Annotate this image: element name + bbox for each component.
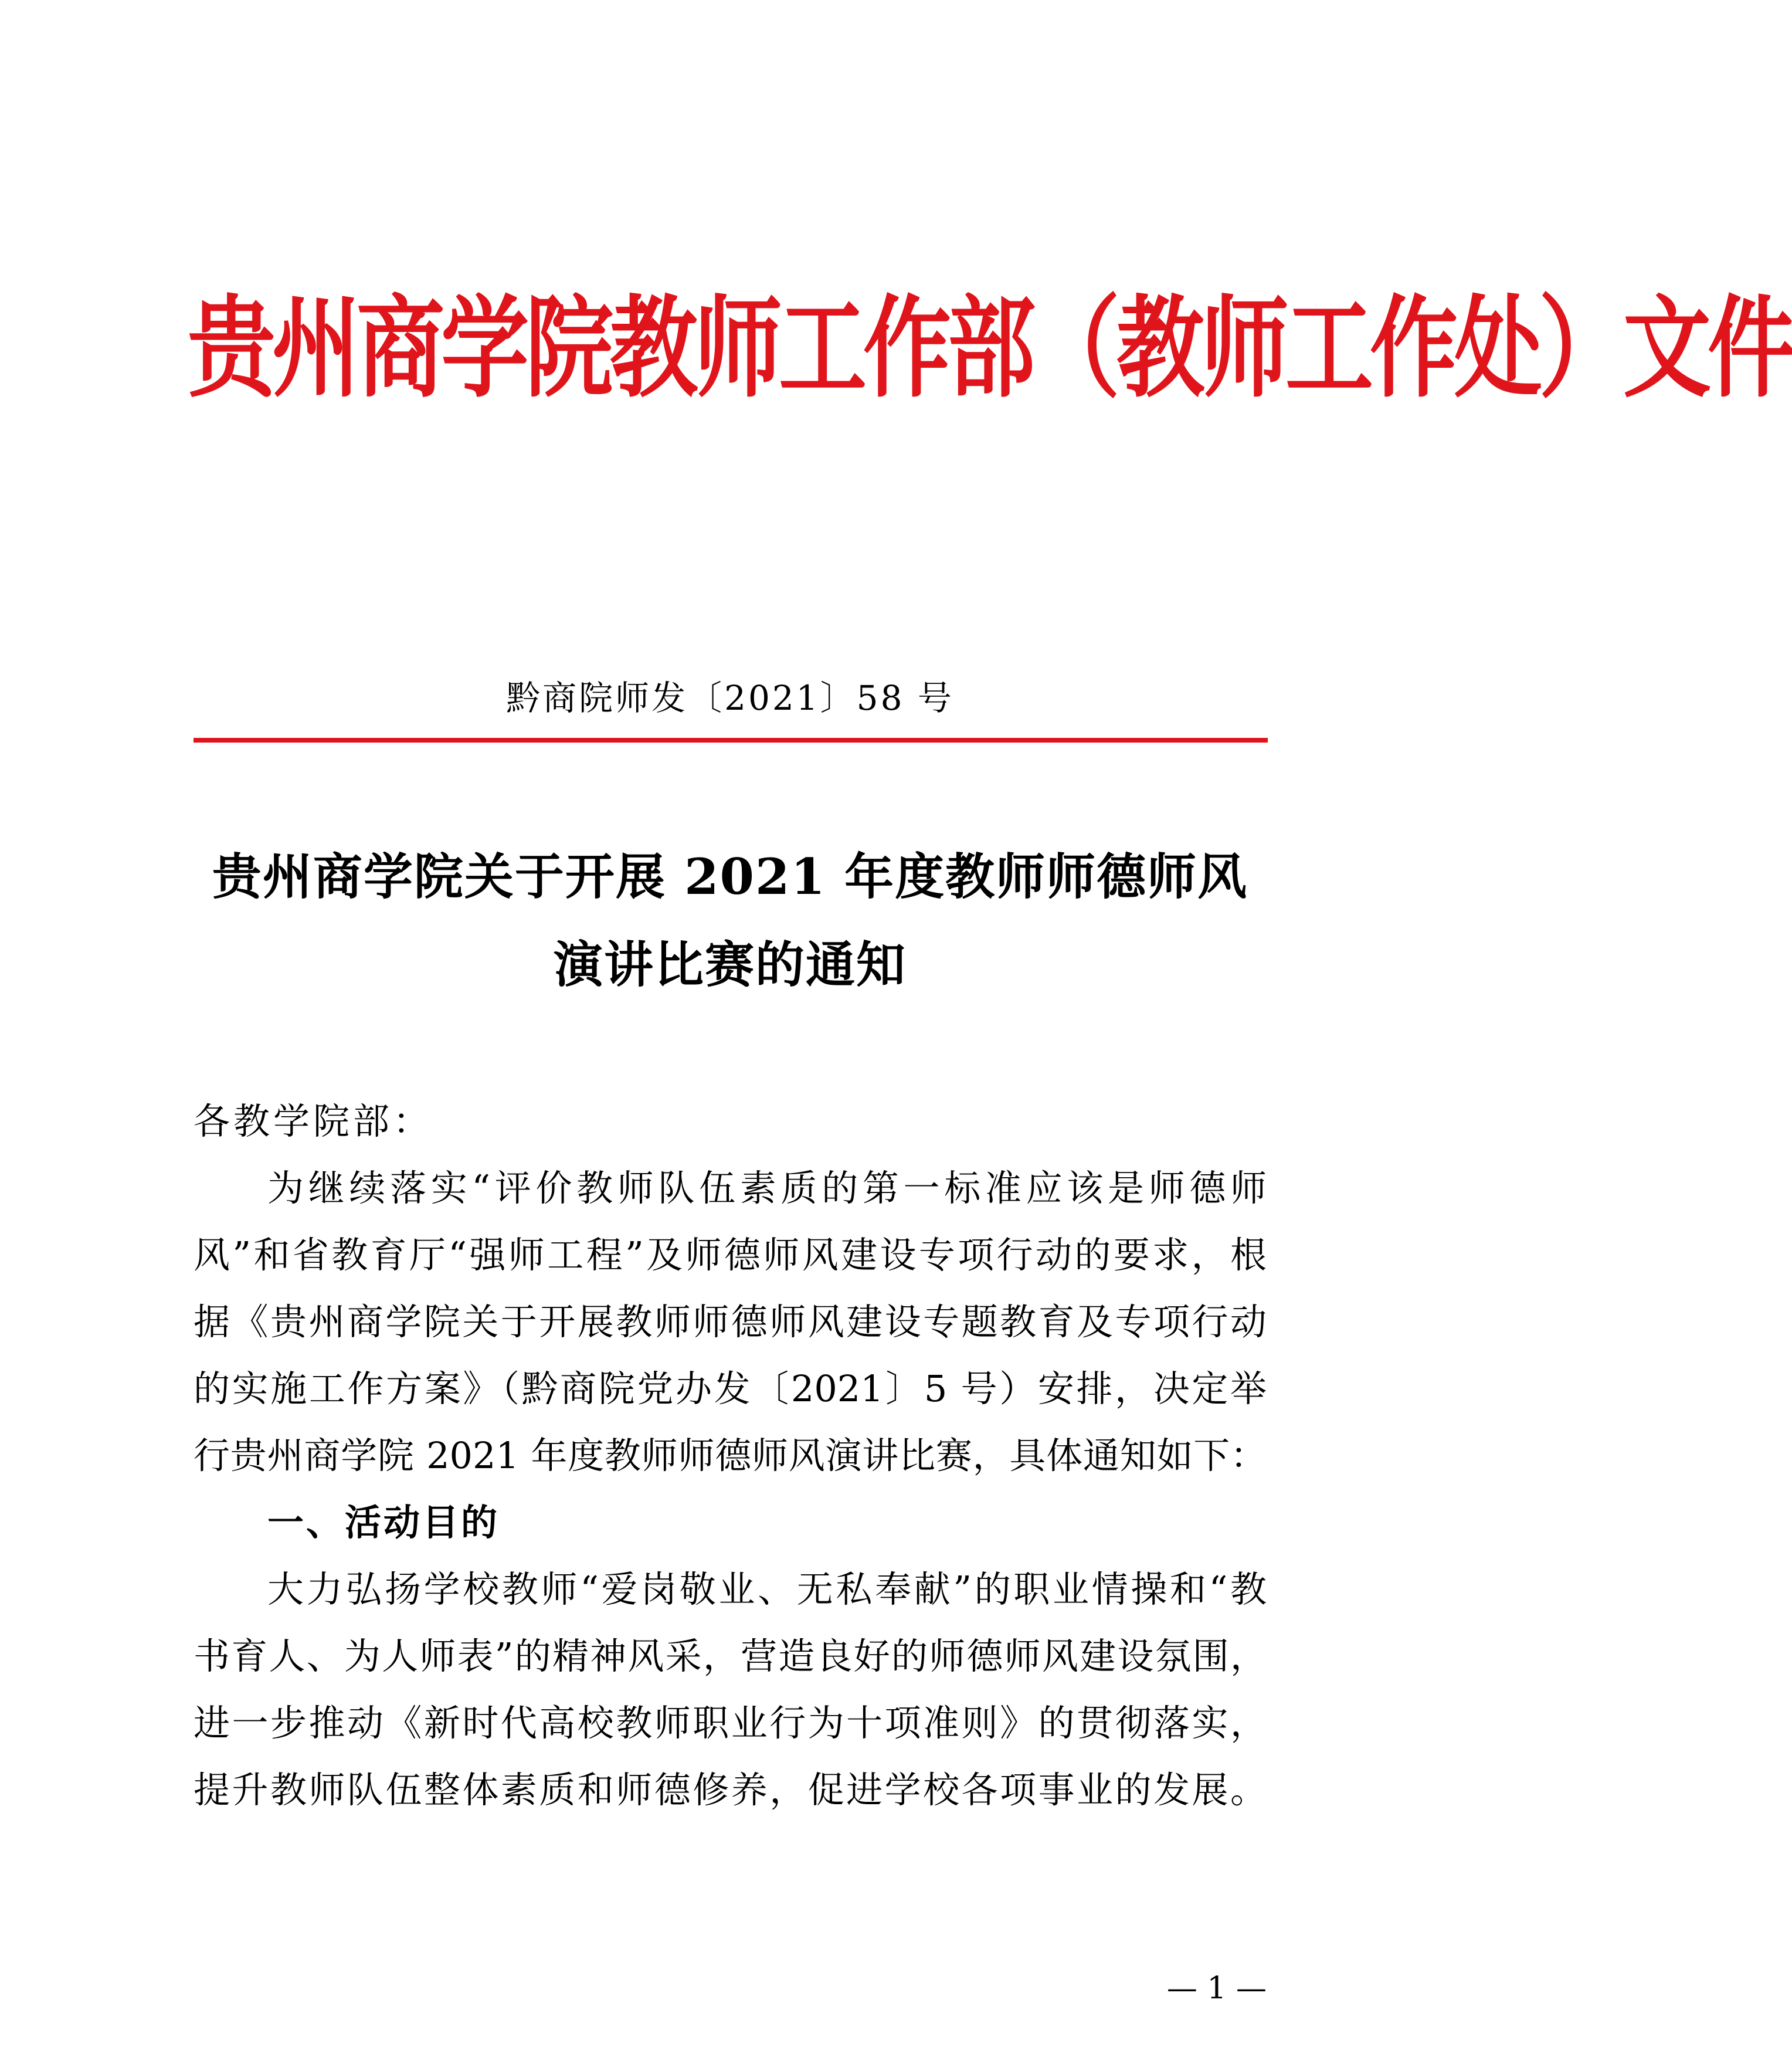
title-line-2: 演讲比赛的通知 — [553, 936, 907, 994]
intro-line-5: 行贵州商学院 2021 年度教师师德师风演讲比赛，具体通知如下： — [194, 1434, 1267, 1477]
document-body — [194, 1155, 1267, 1824]
red-divider-line — [194, 738, 1268, 743]
purpose-line-4: 提升教师队伍整体素质和师德修养，促进学校各项事业的发展。 — [194, 1768, 1267, 1811]
intro-line-4: 的实施工作方案》（黔商院党办发〔2021〕5 号）安排，决定举 — [194, 1367, 1267, 1410]
purpose-line-2: 书育人、为人师表”的精神风采，营造良好的师德师风建设氛围， — [194, 1635, 1267, 1678]
intro-line-3: 据《贵州商学院关于开展教师师德师风建设专题教育及专项行动 — [194, 1300, 1267, 1343]
red-header-title: 贵州商学院教师工作部（教师工作处）文件 — [188, 285, 1792, 413]
title-line-1: 贵州商学院关于开展 2021 年度教师师德师风 — [212, 848, 1248, 906]
section-heading-purpose: 一、活动目的 — [267, 1501, 500, 1544]
purpose-line-3: 进一步推动《新时代高校教师职业行为十项准则》的贯彻落实， — [194, 1702, 1267, 1744]
salutation: 各教学院部： — [194, 1100, 433, 1143]
document-number: 黔商院师发〔2021〕58 号 — [506, 678, 954, 718]
intro-line-2: 风”和省教育厅“强师工程”及师德师风建设专项行动的要求，根 — [194, 1233, 1267, 1276]
page-number: — 1 — — [1166, 1971, 1267, 2006]
purpose-line-1: 大力弘扬学校教师“爱岗敬业、无私奉献”的职业情操和“教 — [267, 1568, 1267, 1611]
document-title — [194, 833, 1267, 1009]
intro-line-1: 为继续落实“评价教师队伍素质的第一标准应该是师德师 — [267, 1167, 1267, 1209]
